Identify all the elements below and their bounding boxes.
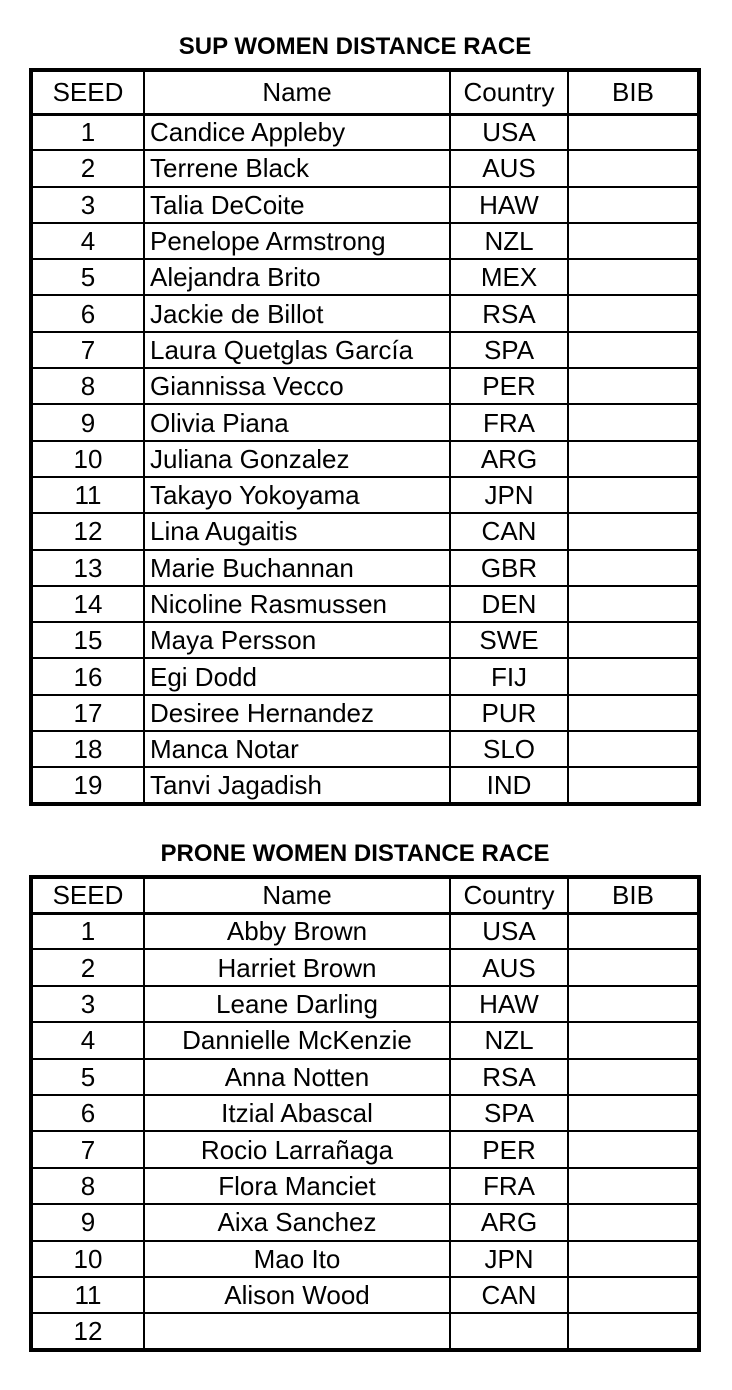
bib-cell [568, 1241, 699, 1277]
bib-cell [568, 513, 699, 549]
table-row [31, 767, 699, 803]
country-cell: USA [450, 913, 568, 949]
bib-cell [568, 332, 699, 368]
name-cell: Jackie de Billot [144, 295, 450, 331]
seed-cell: 19 [31, 767, 144, 803]
bib-cell [568, 1022, 699, 1058]
seed-cell: 5 [31, 259, 144, 295]
seed-cell: 16 [31, 658, 144, 694]
name-cell: Itzial Abascal [144, 1095, 450, 1131]
bib-cell [568, 441, 699, 477]
seed-cell: 1 [31, 913, 144, 949]
bib-cell [568, 767, 699, 803]
seed-cell: 17 [31, 695, 144, 731]
name-cell: Leane Darling [144, 986, 450, 1022]
name-header: Name [144, 877, 450, 913]
country-cell: FIJ [450, 658, 568, 694]
seed-cell: 6 [31, 295, 144, 331]
seed-cell: 7 [31, 1131, 144, 1167]
seed-cell: 6 [31, 1095, 144, 1131]
country-cell: AUS [450, 949, 568, 985]
name-cell: Olivia Piana [144, 404, 450, 440]
country-cell: HAW [450, 986, 568, 1022]
country-cell: SPA [450, 332, 568, 368]
bib-cell [568, 986, 699, 1022]
bib-cell [568, 368, 699, 404]
table-row [31, 586, 699, 622]
seed-cell: 7 [31, 332, 144, 368]
country-cell: DEN [450, 586, 568, 622]
bib-cell [568, 1204, 699, 1240]
country-cell: AUS [450, 150, 568, 186]
bib-cell [568, 658, 699, 694]
table-row [31, 1204, 699, 1240]
country-cell: MEX [450, 259, 568, 295]
country-cell: FRA [450, 404, 568, 440]
bib-cell [568, 1277, 699, 1313]
country-cell: ARG [450, 441, 568, 477]
bib-cell [568, 150, 699, 186]
name-cell: Talia DeCoite [144, 187, 450, 223]
country-cell: FRA [450, 1168, 568, 1204]
name-cell: Dannielle McKenzie [144, 1022, 450, 1058]
country-cell: ARG [450, 1204, 568, 1240]
country-cell: RSA [450, 1059, 568, 1095]
seed-cell: 10 [31, 1241, 144, 1277]
name-cell: Abby Brown [144, 913, 450, 949]
name-cell: Tanvi Jagadish [144, 767, 450, 803]
table-row [31, 1313, 699, 1349]
table-row [31, 1095, 699, 1131]
seed-cell: 3 [31, 187, 144, 223]
country-cell: SPA [450, 1095, 568, 1131]
seed-cell: 9 [31, 404, 144, 440]
country-cell: IND [450, 767, 568, 803]
table-row [31, 1277, 699, 1313]
table-header-row [31, 70, 699, 114]
seed-cell: 2 [31, 150, 144, 186]
country-cell: NZL [450, 1022, 568, 1058]
seed-cell: 12 [31, 1313, 144, 1349]
seed-cell: 12 [31, 513, 144, 549]
bib-cell [568, 1059, 699, 1095]
name-cell: Laura Quetglas García [144, 332, 450, 368]
table-row [31, 368, 699, 404]
table-row [31, 404, 699, 440]
table-row [31, 913, 699, 949]
bib-cell [568, 404, 699, 440]
name-header: Name [144, 70, 450, 114]
table-row [31, 622, 699, 658]
table-row [31, 150, 699, 186]
table-row [31, 332, 699, 368]
bib-cell [568, 1168, 699, 1204]
country-cell: PUR [450, 695, 568, 731]
bib-cell [568, 913, 699, 949]
prone-race-table [29, 875, 701, 1352]
sup-race-table [29, 68, 701, 806]
name-cell: Takayo Yokoyama [144, 477, 450, 513]
table-row [31, 295, 699, 331]
country-cell [450, 1313, 568, 1349]
bib-header: BIB [568, 877, 699, 913]
name-cell [144, 1313, 450, 1349]
seed-header: SEED [31, 877, 144, 913]
name-cell: Penelope Armstrong [144, 223, 450, 259]
seed-cell: 8 [31, 368, 144, 404]
table-row [31, 477, 699, 513]
country-header: Country [450, 877, 568, 913]
name-cell: Lina Augaitis [144, 513, 450, 549]
name-cell: Alejandra Brito [144, 259, 450, 295]
table-row [31, 949, 699, 985]
bib-cell [568, 1131, 699, 1167]
table-row [31, 986, 699, 1022]
country-cell: SLO [450, 731, 568, 767]
name-cell: Terrene Black [144, 150, 450, 186]
table-row [31, 550, 699, 586]
table-row [31, 658, 699, 694]
bib-cell [568, 187, 699, 223]
bib-header: BIB [568, 70, 699, 114]
seed-cell: 18 [31, 731, 144, 767]
seed-cell: 1 [31, 114, 144, 150]
country-cell: PER [450, 368, 568, 404]
table-row [31, 259, 699, 295]
seed-cell: 11 [31, 1277, 144, 1313]
table-row [31, 441, 699, 477]
seed-cell: 3 [31, 986, 144, 1022]
country-cell: GBR [450, 550, 568, 586]
seed-cell: 2 [31, 949, 144, 985]
name-cell: Flora Manciet [144, 1168, 450, 1204]
table-row [31, 1241, 699, 1277]
name-cell: Aixa Sanchez [144, 1204, 450, 1240]
prone-race-title: PRONE WOMEN DISTANCE RACE [160, 840, 550, 867]
table-row [31, 1059, 699, 1095]
country-cell: NZL [450, 223, 568, 259]
country-cell: SWE [450, 622, 568, 658]
seed-header: SEED [31, 70, 144, 114]
country-cell: PER [450, 1131, 568, 1167]
bib-cell [568, 295, 699, 331]
name-cell: Marie Buchannan [144, 550, 450, 586]
bib-cell [568, 731, 699, 767]
seed-cell: 8 [31, 1168, 144, 1204]
name-cell: Anna Notten [144, 1059, 450, 1095]
seed-cell: 13 [31, 550, 144, 586]
bib-cell [568, 622, 699, 658]
country-cell: RSA [450, 295, 568, 331]
table-row [31, 695, 699, 731]
seed-cell: 5 [31, 1059, 144, 1095]
country-cell: JPN [450, 477, 568, 513]
bib-cell [568, 223, 699, 259]
seed-cell: 14 [31, 586, 144, 622]
country-cell: USA [450, 114, 568, 150]
name-cell: Nicoline Rasmussen [144, 586, 450, 622]
country-cell: CAN [450, 513, 568, 549]
table-row [31, 1168, 699, 1204]
name-cell: Egi Dodd [144, 658, 450, 694]
table-row [31, 1022, 699, 1058]
bib-cell [568, 477, 699, 513]
table-row [31, 731, 699, 767]
name-cell: Rocio Larrañaga [144, 1131, 450, 1167]
country-cell: HAW [450, 187, 568, 223]
bib-cell [568, 259, 699, 295]
seed-cell: 11 [31, 477, 144, 513]
table-row [31, 114, 699, 150]
seed-cell: 9 [31, 1204, 144, 1240]
table-row [31, 513, 699, 549]
table-row [31, 187, 699, 223]
table-header-row [31, 877, 699, 913]
name-cell: Desiree Hernandez [144, 695, 450, 731]
bib-cell [568, 550, 699, 586]
country-cell: CAN [450, 1277, 568, 1313]
seed-cell: 10 [31, 441, 144, 477]
name-cell: Harriet Brown [144, 949, 450, 985]
bib-cell [568, 1313, 699, 1349]
name-cell: Juliana Gonzalez [144, 441, 450, 477]
country-header: Country [450, 70, 568, 114]
name-cell: Candice Appleby [144, 114, 450, 150]
name-cell: Manca Notar [144, 731, 450, 767]
table-row [31, 1131, 699, 1167]
name-cell: Alison Wood [144, 1277, 450, 1313]
sup-race-title: SUP WOMEN DISTANCE RACE [178, 33, 532, 60]
name-cell: Mao Ito [144, 1241, 450, 1277]
country-cell: JPN [450, 1241, 568, 1277]
name-cell: Maya Persson [144, 622, 450, 658]
name-cell: Giannissa Vecco [144, 368, 450, 404]
table-row [31, 223, 699, 259]
seed-cell: 4 [31, 223, 144, 259]
seed-cell: 15 [31, 622, 144, 658]
bib-cell [568, 1095, 699, 1131]
seed-cell: 4 [31, 1022, 144, 1058]
bib-cell [568, 949, 699, 985]
bib-cell [568, 695, 699, 731]
bib-cell [568, 114, 699, 150]
bib-cell [568, 586, 699, 622]
